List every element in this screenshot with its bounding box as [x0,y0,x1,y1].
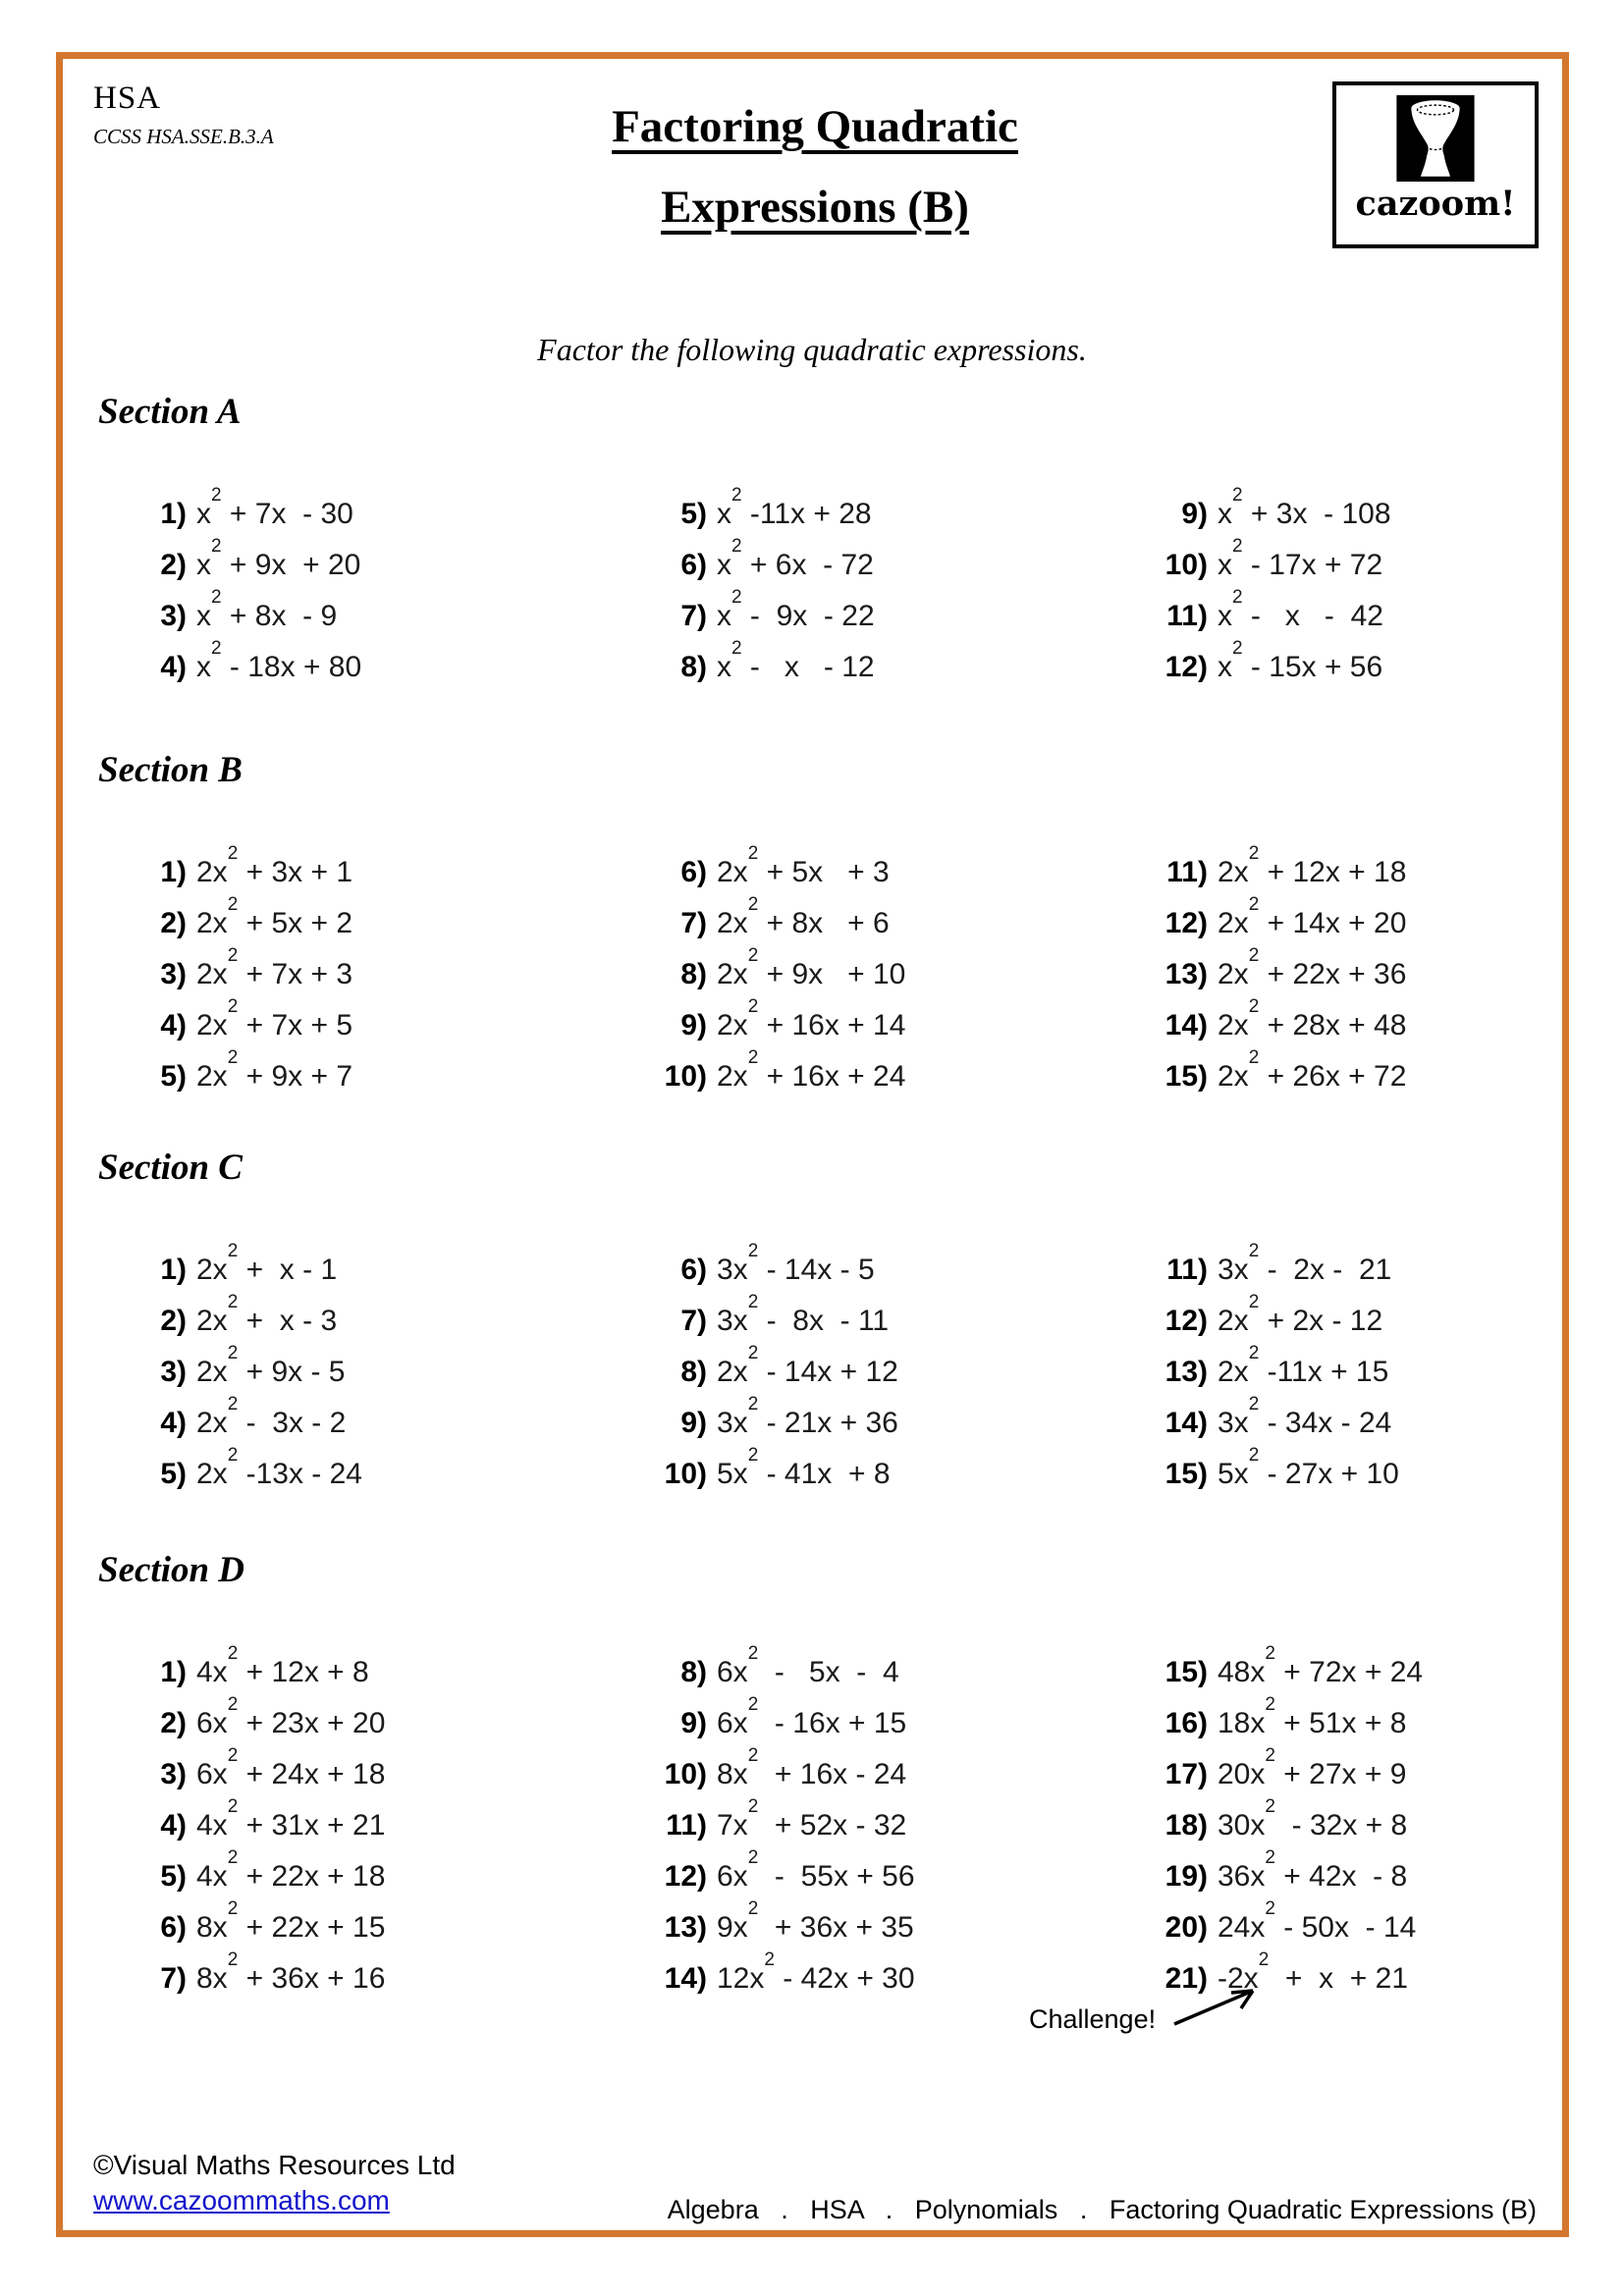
exponent: 2 [1265,1898,1275,1919]
problem-item [1139,1745,1624,1800]
problem-number: 9) [1181,498,1208,530]
exponent: 2 [211,587,222,608]
problem-expression: $x^2 + 9x + 20$ [196,536,361,581]
page-title [412,86,1218,247]
problem-expression: $2x^2 + 5x + 3$ [717,843,890,888]
problem-number: 6) [680,1254,707,1286]
exponent: 2 [211,638,222,659]
problem-number: 9) [680,1009,707,1041]
problem-item [1139,843,1624,898]
problem-expression: $2x^2 + 9x + 10$ [717,945,906,990]
problem-item [638,843,1139,898]
problem-number: 9) [680,1407,707,1439]
problem-item [1139,1241,1624,1296]
problem-item [118,1047,638,1102]
problem-number: 15) [1164,1656,1208,1688]
problem-expression: $48x^2 + 72x + 24$ [1218,1643,1424,1688]
problem-expression: $20x^2 + 27x + 9$ [1218,1745,1407,1790]
exponent: 2 [211,485,222,506]
problem-number: 11) [1166,856,1208,888]
problem-column [1139,485,1624,693]
course-code: HSA [93,80,162,116]
problem-number: 1) [160,1254,187,1286]
copyright-text: ©Visual Maths Resources Ltd [93,2150,456,2180]
problem-expression: $4x^2 + 22x + 18$ [196,1847,386,1893]
problem-number: 7) [160,1962,187,1995]
exponent: 2 [1248,894,1260,915]
exponent: 2 [747,1745,759,1766]
section-title: Section B [98,750,243,790]
problem-item [118,1643,638,1698]
problem-expression: $x^2$ - x - 12 [717,638,875,683]
exponent: 2 [747,1445,759,1466]
problem-column [118,485,638,693]
problem-item [1139,638,1624,693]
problem-number: 13) [1164,1356,1208,1388]
exponent: 2 [1232,485,1243,506]
problem-expression: $12x^2 - 42x + 30$ [717,1949,915,1995]
problem-number: 7) [680,907,707,939]
section [0,1549,1624,2004]
problem-item [638,1241,1139,1296]
problem-number: 16) [1164,1707,1208,1739]
problem-number: 13) [664,1911,707,1944]
exponent: 2 [227,1847,239,1868]
problem-item [1139,485,1624,540]
problem-item [118,1292,638,1347]
problem-number: 10) [1164,549,1208,581]
problem-item [118,587,638,642]
exponent: 2 [211,536,222,557]
problem-number: 7) [680,600,707,632]
exponent: 2 [227,1694,239,1715]
problem-expression: $x^2$ - x - 42 [1218,587,1383,632]
problem-item [1139,1694,1624,1749]
problem-item [638,1343,1139,1398]
problem-item [1139,1292,1624,1347]
section-title: Section C [98,1148,243,1188]
exponent: 2 [747,894,759,915]
problem-column [638,1643,1139,2004]
problem-number: 3) [160,958,187,990]
problem-item [638,1643,1139,1698]
exponent: 2 [764,1949,775,1970]
problem-number: 2) [160,907,187,939]
problem-expression: $18x^2 + 51x + 8$ [1218,1694,1407,1739]
problem-item [638,996,1139,1051]
problem-number: 6) [680,856,707,888]
exponent: 2 [747,1694,759,1715]
problem-number: 3) [160,1758,187,1790]
problem-number: 8) [680,1656,707,1688]
problem-item [638,894,1139,949]
problem-column [118,1643,638,2004]
website-link[interactable]: www.cazoommaths.com [93,2185,390,2216]
exponent: 2 [227,1445,239,1466]
problem-expression: $x^2 - 18x + 80$ [196,638,362,683]
problem-item [638,587,1139,642]
exponent: 2 [1248,996,1260,1017]
problem-item [118,1745,638,1800]
exponent: 2 [1248,1394,1260,1415]
problem-expression: $x^2 + 3x - 108$ [1218,485,1391,530]
problem-expression: $2x^2 + x - 1$ [196,1241,338,1286]
problem-number: 8) [680,1356,707,1388]
problem-expression: $4x^2 + 12x + 8$ [196,1643,369,1688]
problem-expression: $2x^2 + 8x + 6$ [717,894,890,939]
problem-item [638,1847,1139,1902]
problem-column [1139,1643,1624,2004]
problem-expression: $2x^2$ -11x + 15 [1218,1343,1389,1388]
exponent: 2 [1265,1745,1275,1766]
problem-expression: $x^2 + 7x - 30$ [196,485,353,530]
exponent: 2 [731,587,742,608]
problem-expression: $36x^2 + 42x - 8$ [1218,1847,1408,1893]
problem-number: 11) [1166,600,1208,632]
djembe-drum-icon [1388,95,1483,182]
problem-item [118,894,638,949]
problem-expression: $-2x^2 + x + 21$ [1218,1949,1409,1995]
exponent: 2 [1248,1241,1260,1261]
section-columns [0,1241,1624,1500]
problem-expression: $24x^2 - 50x - 14$ [1218,1898,1417,1944]
problem-item [638,536,1139,591]
problem-expression: $3x^2 - 14x - 5$ [717,1241,875,1286]
problem-item [118,1241,638,1296]
exponent: 2 [747,1047,759,1068]
problem-item [118,638,638,693]
problem-item [1139,945,1624,1000]
exponent: 2 [227,1047,239,1068]
problem-number: 21) [1164,1962,1208,1995]
problem-item [638,945,1139,1000]
problem-number: 17) [1164,1758,1208,1790]
problem-number: 8) [680,958,707,990]
title-line-1: Factoring Quadratic [612,101,1018,152]
problem-column [118,843,638,1102]
problem-number: 8) [680,651,707,683]
exponent: 2 [1248,1445,1260,1466]
problem-expression: $3x^2 - 8x - 11$ [717,1292,890,1337]
problem-expression: $6x^2 + 24x + 18$ [196,1745,386,1790]
problem-number: 14) [1164,1407,1208,1439]
problem-number: 4) [160,1407,187,1439]
problem-number: 14) [1164,1009,1208,1041]
exponent: 2 [1248,1292,1260,1312]
problem-expression: $4x^2 + 31x + 21$ [196,1796,386,1842]
problem-number: 4) [160,1009,187,1041]
problem-item [118,1694,638,1749]
problem-expression: $2x^2 - 3x - 2$ [196,1394,347,1439]
exponent: 2 [227,1898,239,1919]
problem-number: 2) [160,1707,187,1739]
problem-expression: $2x^2 + 14x + 20$ [1218,894,1407,939]
problem-item [1139,1343,1624,1398]
problem-number: 1) [160,498,187,530]
problem-item [638,1292,1139,1347]
problem-number: 7) [680,1305,707,1337]
problem-number: 1) [160,856,187,888]
problem-number: 6) [680,549,707,581]
problem-item [1139,536,1624,591]
problem-expression: $2x^2 + 9x - 5$ [196,1343,346,1388]
problem-column [638,485,1139,693]
challenge-arrow-icon [1168,1979,1267,2030]
problem-expression: $2x^2 + x - 3$ [196,1292,338,1337]
exponent: 2 [1248,1343,1260,1363]
problem-number: 13) [1164,958,1208,990]
problem-number: 15) [1164,1060,1208,1093]
problem-item [1139,1394,1624,1449]
exponent: 2 [227,996,239,1017]
breadcrumb: Algebra . HSA . Polynomials . Factoring Quadratic Expressions (B) [667,2195,1537,2224]
exponent: 2 [1258,1949,1270,1970]
problem-expression: $5x^2 - 27x + 10$ [1218,1445,1399,1490]
section [0,1147,1624,1500]
problem-item [638,1745,1139,1800]
problem-expression: $2x^2 + 26x + 72$ [1218,1047,1407,1093]
section-columns [0,485,1624,693]
problem-column [1139,843,1624,1102]
cazoom-logo [1332,81,1539,248]
problem-expression: $3x^2 - 34x - 24$ [1218,1394,1392,1439]
problem-item [118,843,638,898]
exponent: 2 [1248,1047,1260,1068]
section-title: Section A [98,392,242,432]
problem-expression: $x^2$ -11x + 28 [717,485,872,530]
exponent: 2 [731,536,742,557]
problem-number: 2) [160,1305,187,1337]
problem-number: 18) [1164,1809,1208,1842]
problem-expression: $3x^2 - 2x - 21$ [1218,1241,1392,1286]
exponent: 2 [747,1343,759,1363]
problem-item [638,1047,1139,1102]
problem-number: 19) [1164,1860,1208,1893]
instruction-text: Factor the following quadratic expressions. [537,332,1087,367]
problem-item [1139,1898,1624,1953]
problem-number: 2) [160,549,187,581]
problem-expression: $2x^2 + 3x + 1$ [196,843,353,888]
exponent: 2 [1265,1643,1275,1664]
problem-expression: $7x^2 + 52x - 32$ [717,1796,907,1842]
problem-item [118,1898,638,1953]
problem-expression: $2x^2 + 5x + 2$ [196,894,353,939]
problem-item [118,485,638,540]
problem-item [638,1694,1139,1749]
problem-number: 12) [1164,651,1208,683]
exponent: 2 [227,1643,239,1664]
problem-column [638,1241,1139,1500]
challenge-label: Challenge! [1029,2004,1157,2034]
section-columns [0,843,1624,1102]
problem-expression: $2x^2 + 16x + 14$ [717,996,906,1041]
problem-number: 10) [664,1060,707,1093]
problem-expression: $x^2 - 17x + 72$ [1218,536,1383,581]
problem-item [118,945,638,1000]
problem-number: 12) [1164,907,1208,939]
problem-item [638,1394,1139,1449]
exponent: 2 [731,638,742,659]
problem-item [118,1949,638,2004]
problem-expression: $8x^2 + 36x + 16$ [196,1949,386,1995]
exponent: 2 [227,843,239,864]
problem-expression: $2x^2 + 16x + 24$ [717,1047,906,1093]
problem-column [118,1241,638,1500]
exponent: 2 [747,843,759,864]
problem-number: 3) [160,600,187,632]
exponent: 2 [1248,945,1260,966]
problem-item [638,1898,1139,1953]
problem-expression: $2x^2 + 7x + 5$ [196,996,353,1041]
exponent: 2 [227,945,239,966]
problem-expression: $30x^2 - 32x + 8$ [1218,1796,1408,1842]
problem-item [118,1847,638,1902]
section-title: Section D [98,1550,245,1590]
title-line-2: Expressions (B) [661,182,969,233]
problem-expression: $2x^2 - 14x + 12$ [717,1343,898,1388]
exponent: 2 [227,1343,239,1363]
problem-item [1139,894,1624,949]
problem-item [118,1445,638,1500]
problem-expression: $6x^2 - 5x - 4$ [717,1643,899,1688]
exponent: 2 [747,1898,759,1919]
problem-expression: $6x^2 - 55x + 56$ [717,1847,915,1893]
problem-expression: $2x^2 + 22x + 36$ [1218,945,1407,990]
problem-expression: $3x^2 - 21x + 36$ [717,1394,898,1439]
problem-item [1139,1445,1624,1500]
exponent: 2 [1265,1847,1275,1868]
problem-item [118,1394,638,1449]
exponent: 2 [227,1241,239,1261]
problem-expression: $2x^2 + 7x + 3$ [196,945,353,990]
problem-number: 5) [680,498,707,530]
exponent: 2 [227,894,239,915]
problem-item [1139,1643,1624,1698]
problem-expression: $x^2 - 9x - 22$ [717,587,875,632]
problem-expression: $2x^2$ -13x - 24 [196,1445,362,1490]
exponent: 2 [227,1949,239,1970]
problem-item [118,536,638,591]
problem-item [118,996,638,1051]
problem-item [1139,1796,1624,1851]
problem-column [638,843,1139,1102]
problem-number: 4) [160,651,187,683]
problem-number: 5) [160,1458,187,1490]
problem-number: 11) [666,1809,707,1842]
exponent: 2 [227,1745,239,1766]
problem-expression: $x^2 + 6x - 72$ [717,536,874,581]
problem-number: 4) [160,1809,187,1842]
logo-wordmark: cazoom! [1355,184,1516,224]
problem-item [1139,996,1624,1051]
exponent: 2 [1248,843,1260,864]
problem-expression: $8x^2 + 22x + 15$ [196,1898,386,1944]
section [0,749,1624,1102]
problem-expression: $2x^2 + 9x + 7$ [196,1047,353,1093]
problem-item [1139,587,1624,642]
exponent: 2 [1265,1796,1275,1817]
problem-number: 20) [1164,1911,1208,1944]
exponent: 2 [1232,638,1243,659]
problem-number: 9) [680,1707,707,1739]
problem-number: 5) [160,1060,187,1093]
exponent: 2 [747,1241,759,1261]
problem-item [1139,1047,1624,1102]
problem-number: 14) [664,1962,707,1995]
problem-number: 3) [160,1356,187,1388]
problem-expression: $6x^2 - 16x + 15$ [717,1694,907,1739]
problem-expression: $9x^2 + 36x + 35$ [717,1898,914,1944]
problem-item [118,1796,638,1851]
problem-number: 1) [160,1656,187,1688]
problem-number: 10) [664,1758,707,1790]
problem-item [638,638,1139,693]
exponent: 2 [747,1796,759,1817]
exponent: 2 [747,996,759,1017]
exponent: 2 [227,1394,239,1415]
problem-expression: $2x^2 + 2x - 12$ [1218,1292,1383,1337]
problem-number: 5) [160,1860,187,1893]
exponent: 2 [1232,587,1243,608]
problem-item [638,1445,1139,1500]
problem-number: 12) [1164,1305,1208,1337]
exponent: 2 [731,485,742,506]
problem-expression: $6x^2 + 23x + 20$ [196,1694,386,1739]
exponent: 2 [747,1292,759,1312]
exponent: 2 [747,1394,759,1415]
exponent: 2 [227,1292,239,1312]
problem-number: 10) [664,1458,707,1490]
problem-column [1139,1241,1624,1500]
exponent: 2 [227,1796,239,1817]
problem-number: 6) [160,1911,187,1944]
header-meta [93,80,274,149]
exponent: 2 [747,1847,759,1868]
ccss-standard: CCSS HSA.SSE.B.3.A [93,125,274,148]
problem-item [118,1343,638,1398]
problem-expression: $5x^2 - 41x + 8$ [717,1445,891,1490]
problem-expression: $2x^2 + 28x + 48$ [1218,996,1407,1041]
problem-number: 11) [1166,1254,1208,1286]
problem-item [638,485,1139,540]
problem-expression: $8x^2 + 16x - 24$ [717,1745,907,1790]
problem-number: 12) [664,1860,707,1893]
problem-expression: $x^2 + 8x - 9$ [196,587,338,632]
exponent: 2 [1232,536,1243,557]
problem-item [638,1949,1139,2004]
problem-expression: $x^2 - 15x + 56$ [1218,638,1383,683]
problem-item [638,1796,1139,1851]
exponent: 2 [1265,1694,1275,1715]
exponent: 2 [747,1643,759,1664]
section [0,391,1624,693]
problem-expression: $2x^2 + 12x + 18$ [1218,843,1407,888]
exponent: 2 [747,945,759,966]
section-columns [0,1643,1624,2004]
problem-item [1139,1847,1624,1902]
problem-number: 15) [1164,1458,1208,1490]
